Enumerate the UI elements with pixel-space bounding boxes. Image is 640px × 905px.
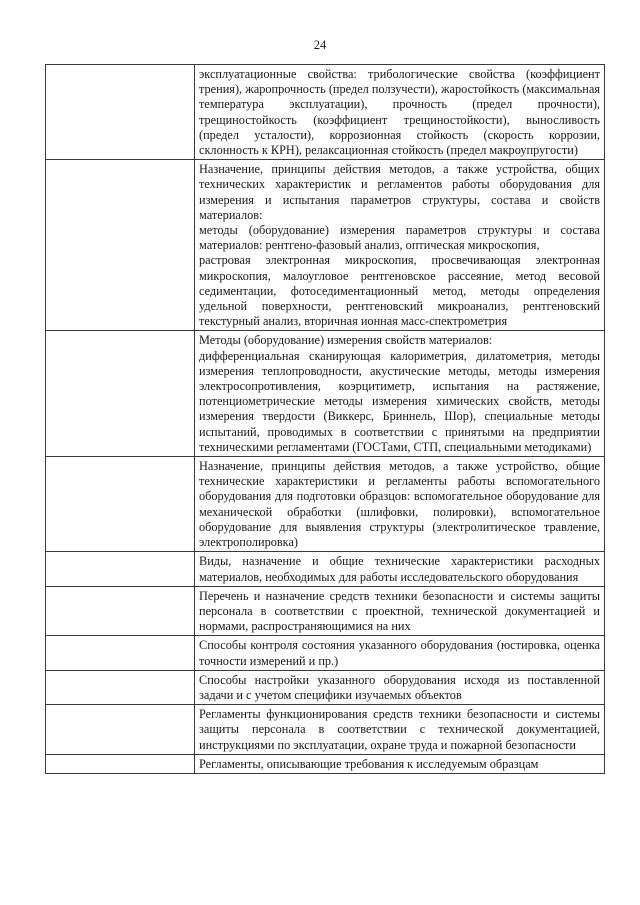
row-label-cell	[46, 705, 195, 755]
row-label-cell	[46, 457, 195, 552]
row-label-cell	[46, 552, 195, 586]
row-label-cell	[46, 331, 195, 457]
cell-paragraph: Регламенты функционирования средств техники безопасности и системы защиты персонала в соответствии с технической документацией, инструкциями по эксплуатации, охране труда и пожарной безопасности	[199, 707, 600, 752]
table-row	[46, 65, 605, 160]
table-row	[46, 160, 605, 331]
cell-paragraph: Методы (оборудование) измерения свойств материалов:	[199, 333, 493, 348]
row-content-cell	[195, 65, 605, 160]
table-row	[46, 457, 605, 552]
row-content-cell	[195, 160, 605, 331]
row-label-cell	[46, 670, 195, 704]
table-row	[46, 636, 605, 670]
row-content-cell	[195, 331, 605, 457]
table-row	[46, 552, 605, 586]
requirements-table	[45, 64, 605, 774]
cell-paragraph: Способы контроля состояния указанного оборудования (юстировка, оценка точности измерений и пр.)	[199, 638, 600, 668]
cell-paragraph: эксплуатационные свойства: трибологические свойства (коэффициент трения), жаропрочность (предел ползучести), жаростойкость (максимальная температура эксплуатации), прочность (предел прочности), трещиностойкость (коэффициент трещиностойкости), выносливость (предел усталости), коррозионная стойкость (скорость коррозии, склонность к КРН), релаксационная стойкость (предел макроупругости)	[199, 67, 600, 158]
row-label-cell	[46, 586, 195, 636]
cell-paragraph: Перечень и назначение средств техники безопасности и системы защиты персонала в соответствии с проектной, технической документацией и нормами, распространяющимися на них	[199, 588, 600, 634]
cell-paragraph: Регламенты, описывающие требования к исследуемым образцам	[199, 756, 539, 771]
page-number: 24	[313, 38, 327, 52]
cell-paragraph: Виды, назначение и общие технические характеристики расходных материалов, необходимых для работы исследовательского оборудования	[199, 554, 600, 584]
row-label-cell	[46, 160, 195, 331]
row-label-cell	[46, 636, 195, 670]
cell-paragraph: Способы настройки указанного оборудования исходя из поставленной задачи и с учетом специфики изучаемых объектов	[199, 672, 600, 702]
row-label-cell	[46, 754, 195, 773]
table-row	[46, 754, 605, 773]
cell-paragraph: растровая электронная микроскопия, просвечивающая электронная микроскопия, малоугловое рентгеновское рассеяние, метод весовой седиментации, фотоседиментационный метод, методы определения удельной поверхности, рентгеновский микроанализ, рентгеновский текстурный анализ, вторичная ионная масс-спектрометрия	[199, 253, 600, 329]
row-content-cell	[195, 670, 605, 704]
row-content-cell	[195, 552, 605, 586]
cell-paragraph: дифференциальная сканирующая калориметрия, дилатометрия, методы измерения теплопроводности, акустические методы, методы измерения электросопротивления, коэрцитиметр, испытания на растяжение, потенциометрические методы измерения химических свойств, методы измерения твердости (Виккерс, Бриннель, Шор), специальные методы испытаний, проводимых в соответствии с принятыми на предприятии техническими регламентами (ГОСТами, СТП, специальными методиками)	[199, 348, 600, 454]
table-row	[46, 586, 605, 636]
table-row	[46, 705, 605, 755]
table-body	[46, 65, 605, 774]
row-content-cell	[195, 636, 605, 670]
table-row	[46, 331, 605, 457]
cell-paragraph: Назначение, принципы действия методов, а также устройство, общие технические характеристики и регламенты работы вспомогательного оборудования для подготовки образцов: вспомогательное оборудование для механической обработки (шлифовки, полировки), вспомогательное оборудование для выявления структуры (электролитическое травление, электрополировка)	[199, 459, 600, 550]
row-content-cell	[195, 705, 605, 755]
table-row	[46, 670, 605, 704]
row-content-cell	[195, 586, 605, 636]
row-label-cell	[46, 65, 195, 160]
cell-paragraph: Назначение, принципы действия методов, а также устройства, общих технических характеристик и регламентов работы оборудования для измерения и испытания параметров структуры, состава и свойств материалов:	[199, 162, 600, 222]
row-content-cell	[195, 754, 605, 773]
cell-paragraph: методы (оборудование) измерения параметров структуры и состава материалов: рентгено-фазовый анализ, оптическая микроскопия,	[199, 223, 600, 253]
row-content-cell	[195, 457, 605, 552]
